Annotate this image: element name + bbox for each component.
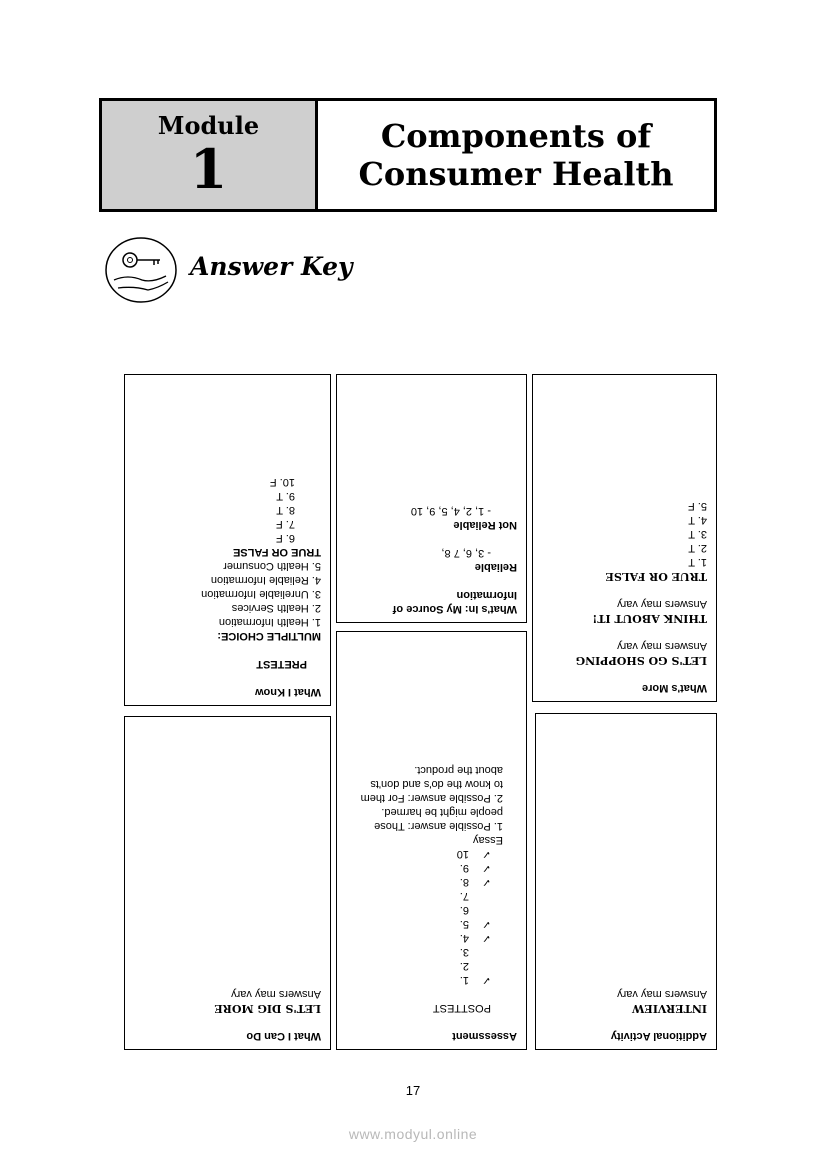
module-title xyxy=(318,101,714,209)
list-item: 2. xyxy=(459,960,469,972)
module-label: Module xyxy=(157,111,260,140)
list-item: 8. T xyxy=(276,504,295,516)
list-item: 4. T xyxy=(688,514,707,526)
module-header xyxy=(99,98,717,212)
panel-whats-more xyxy=(532,374,717,702)
panel-heading: Assessment xyxy=(452,1030,517,1042)
list-item: 5. Health Consumer xyxy=(223,560,321,572)
dig-more-heading: LET'S DIG MORE xyxy=(214,1002,321,1015)
list-item: 6. F xyxy=(276,532,295,544)
panel-heading-cont: Information xyxy=(456,589,517,601)
watermark: www.modyul.online xyxy=(348,1126,478,1142)
list-item: 1. Health Information xyxy=(218,616,321,628)
panel-assessment xyxy=(336,631,527,1050)
panel-heading: Additional Activity xyxy=(610,1030,707,1042)
panel-whats-in xyxy=(336,374,527,623)
list-item: ✓5. xyxy=(459,918,491,930)
list-item: 7. F xyxy=(276,518,295,530)
panel-heading: What I Can Do xyxy=(246,1030,321,1042)
essay-label: Essay xyxy=(473,834,503,846)
page-number: 17 xyxy=(405,1083,421,1098)
panel-what-i-know xyxy=(124,374,331,706)
list-item: 2. T xyxy=(688,542,707,554)
list-item: ✓1. xyxy=(459,974,491,986)
list-item: ✓4. xyxy=(459,932,491,944)
panel-heading: What I Know xyxy=(255,686,321,698)
list-item: 3. xyxy=(459,946,469,958)
list-item: ✓8. xyxy=(459,876,491,888)
essay-answer-2: 2. Possible answer: For them to know the do's and don'ts about the product. xyxy=(360,764,503,804)
think-answer: Answers may vary xyxy=(617,598,707,610)
shopping-answer: Answers may vary xyxy=(617,640,707,652)
list-item: 4. Reliable Information xyxy=(210,574,321,586)
interview-heading: INTERVIEW xyxy=(632,1002,707,1015)
list-item: 5. F xyxy=(688,500,707,512)
shopping-heading: LET'S GO SHOPPING xyxy=(575,654,707,667)
list-item: 3. T xyxy=(688,528,707,540)
panel-additional-activity xyxy=(535,713,717,1050)
list-item: 10. F xyxy=(269,476,295,488)
check-icon: ✓ xyxy=(481,862,491,874)
not-reliable-label: Not Reliable xyxy=(453,519,517,531)
pretest-label: PRETEST xyxy=(256,658,307,670)
answer-key-heading: Answer Key xyxy=(190,252,353,281)
module-title-line1: Components of xyxy=(380,117,652,155)
list-item: 6. xyxy=(459,904,469,916)
check-icon: ✓ xyxy=(481,848,491,860)
list-item: 7. xyxy=(459,890,469,902)
true-false-heading: TRUE OR FALSE xyxy=(605,570,707,583)
list-item: ✓10 xyxy=(456,848,491,860)
key-in-hand-icon xyxy=(104,236,178,304)
module-title-line2: Consumer Health xyxy=(358,155,674,193)
think-heading: THINK ABOUT IT! xyxy=(592,612,707,625)
check-icon: ✓ xyxy=(481,974,491,986)
panel-heading: What's More xyxy=(642,682,707,694)
list-item: 9. T xyxy=(276,490,295,502)
reliable-label: Reliable xyxy=(474,561,517,573)
check-icon: ✓ xyxy=(481,876,491,888)
module-number: 1 xyxy=(189,137,228,201)
reliable-value: - 3, 6, 7 8, xyxy=(441,547,491,559)
true-false-heading: TRUE OR FALSE xyxy=(232,546,321,558)
essay-answer-1: 1. Possible answer: Those people might be harmed. xyxy=(374,806,503,832)
list-item: ✓9. xyxy=(459,862,491,874)
panel-what-i-can-do xyxy=(124,716,331,1050)
panel-heading: What's In: My Source of xyxy=(392,603,517,615)
module-number-box xyxy=(102,101,318,209)
dig-more-answer: Answers may vary xyxy=(231,988,321,1000)
interview-answer: Answers may vary xyxy=(617,988,707,1000)
multiple-choice-heading: MULTIPLE CHOICE: xyxy=(217,630,321,642)
not-reliable-value: - 1, 2, 4, 5, 9, 10 xyxy=(410,505,491,517)
list-item: 3. Unreliable Information xyxy=(201,588,321,600)
list-item: 2. Health Services xyxy=(231,602,321,614)
check-icon: ✓ xyxy=(481,918,491,930)
posttest-label: POSTTEST xyxy=(432,1002,491,1014)
list-item: 1. T xyxy=(688,556,707,568)
check-icon: ✓ xyxy=(481,932,491,944)
